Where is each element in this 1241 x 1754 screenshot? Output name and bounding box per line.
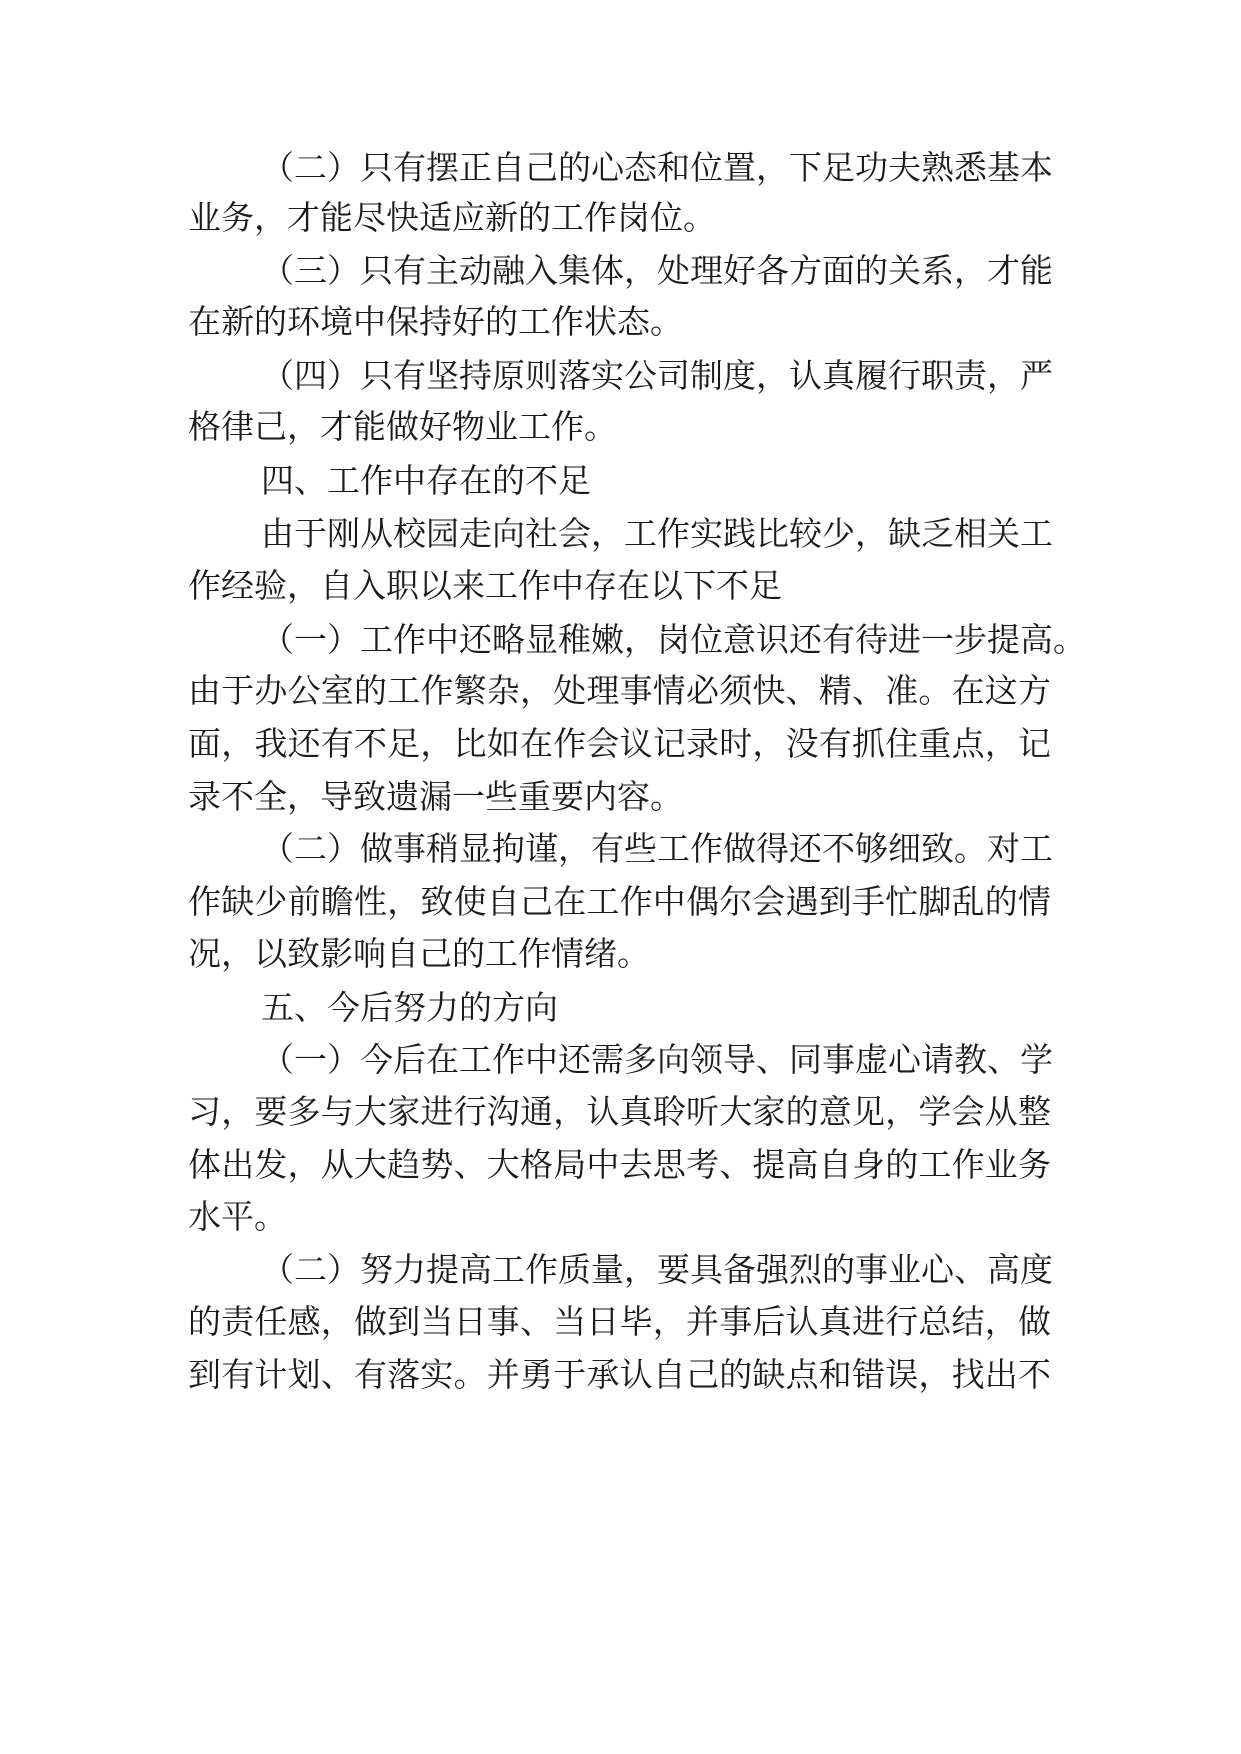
paragraph-line — [0, 618, 1241, 662]
heading-text: 五、今后努力的方向 — [261, 988, 558, 1027]
line-text: （二）做事稍显拘谨，有些工作做得还不够细致。对工 — [261, 829, 1053, 868]
paragraph-line — [0, 512, 1241, 556]
section-heading — [0, 986, 1241, 1030]
line-text: 面，我还有不足，比如在作会议记录时，没有抓住重点，记 — [188, 724, 1051, 763]
line-text: 由于办公室的工作繁杂，处理事情必须快、精、准。在这方 — [188, 671, 1051, 710]
line-text: （四）只有坚持原则落实公司制度，认真履行职责，严 — [261, 356, 1053, 395]
paragraph-line — [0, 827, 1241, 871]
line-text: 格律己，才能做好物业工作。 — [188, 407, 617, 446]
paragraph-line — [0, 669, 1241, 713]
paragraph-line — [0, 1300, 1241, 1344]
line-text: 业务，才能尽快适应新的工作岗位。 — [188, 198, 716, 237]
line-text: 习，要多与大家进行沟通，认真聆听大家的意见，学会从整 — [188, 1092, 1051, 1131]
paragraph-line — [0, 1090, 1241, 1134]
line-text: （三）只有主动融入集体，处理好各方面的关系，才能 — [261, 251, 1053, 290]
paragraph-line — [0, 1248, 1241, 1292]
line-text: 由于刚从校园走向社会，工作实践比较少，缺乏相关工 — [261, 514, 1053, 553]
line-text: （二）努力提高工作质量，要具备强烈的事业心、高度 — [261, 1250, 1053, 1289]
paragraph-line — [0, 405, 1241, 449]
paragraph-line — [0, 300, 1241, 344]
paragraph-line — [0, 1195, 1241, 1239]
paragraph-line — [0, 249, 1241, 293]
paragraph-line — [0, 196, 1241, 240]
paragraph-line — [0, 1143, 1241, 1187]
line-text: 录不全，导致遗漏一些重要内容。 — [188, 777, 683, 816]
paragraph-line — [0, 932, 1241, 976]
section-heading — [0, 459, 1241, 503]
line-text: 体出发，从大趋势、大格局中去思考、提高自身的工作业务 — [188, 1145, 1051, 1184]
line-text: 水平。 — [188, 1197, 287, 1236]
line-text: 的责任感，做到当日事、当日毕，并事后认真进行总结，做 — [188, 1302, 1051, 1341]
line-text: 况，以致影响自己的工作情绪。 — [188, 934, 650, 973]
line-text: （一）今后在工作中还需多向领导、同事虚心请教、学 — [261, 1040, 1053, 1079]
paragraph-line — [0, 1353, 1241, 1397]
paragraph-line — [0, 880, 1241, 924]
paragraph-line — [0, 775, 1241, 819]
paragraph-line — [0, 1038, 1241, 1082]
heading-text: 四、工作中存在的不足 — [261, 461, 591, 500]
paragraph-line — [0, 146, 1241, 190]
line-text: 作缺少前瞻性，致使自己在工作中偶尔会遇到手忙脚乱的情 — [188, 882, 1051, 921]
paragraph-line — [0, 722, 1241, 766]
line-text: 在新的环境中保持好的工作状态。 — [188, 302, 683, 341]
line-text: （一）工作中还略显稚嫩，岗位意识还有待进一步提高。 — [261, 620, 1086, 659]
line-text: （二）只有摆正自己的心态和位置，下足功夫熟悉基本 — [261, 148, 1053, 187]
paragraph-line — [0, 564, 1241, 608]
paragraph-line — [0, 354, 1241, 398]
line-text: 作经验，自入职以来工作中存在以下不足 — [188, 566, 782, 605]
line-text: 到有计划、有落实。并勇于承认自己的缺点和错误，找出不 — [188, 1355, 1051, 1394]
